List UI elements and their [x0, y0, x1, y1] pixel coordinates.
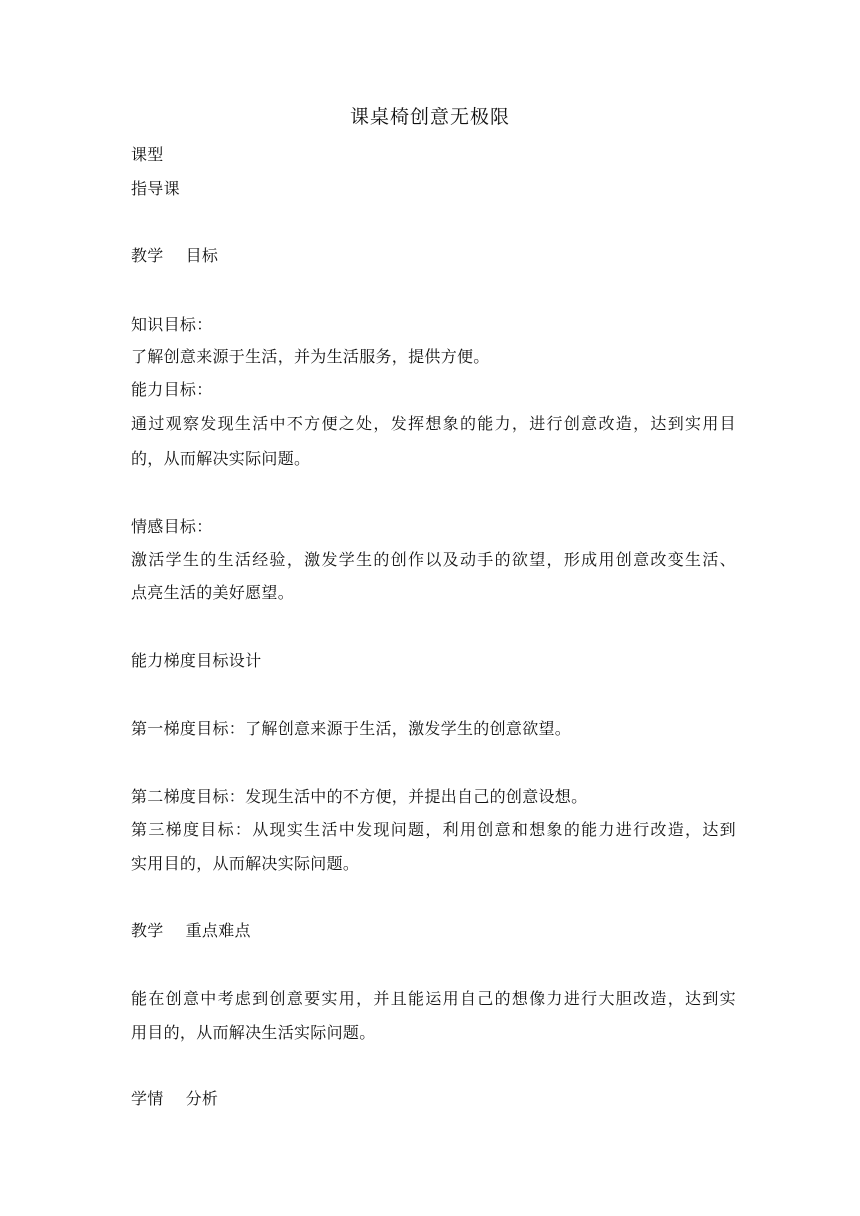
gradient-goal-third-line-2: 实用目的，从而解决实际问题。 [131, 854, 360, 873]
gradient-goals-heading: 能力梯度目标设计 [131, 651, 262, 670]
emotion-goal-label: 情感目标： [131, 517, 213, 536]
document-title: 课桌椅创意无极限 [349, 106, 510, 128]
key-points-text-line-1: 能在创意中考虑到创意要实用，并且能运用自己的想像力进行大胆改造，达到实 [131, 989, 736, 1008]
teaching-goals-heading [131, 244, 736, 268]
key-points-text-line-2: 用目的，从而解决生活实际问题。 [131, 1023, 376, 1042]
teaching-goals-heading-b: 目标 [185, 246, 219, 265]
ability-goal-text-line-2: 的，从而解决实际问题。 [131, 449, 311, 468]
teaching-goals-heading-a: 教学 [131, 246, 164, 265]
knowledge-goal-text: 了解创意来源于生活，并为生活服务，提供方便。 [131, 347, 490, 366]
ability-goal-label: 能力目标： [131, 380, 213, 399]
gradient-goal-first: 第一梯度目标：了解创意来源于生活，激发学生的创意欲望。 [131, 719, 572, 738]
knowledge-goal-label: 知识目标： [131, 315, 213, 334]
course-type-label: 课型 [131, 145, 164, 164]
emotion-goal-text-line-2: 点亮生活的美好愿望。 [131, 583, 295, 602]
gradient-goal-third-line-1: 第三梯度目标：从现实生活中发现问题，利用创意和想象的能力进行改造，达到 [131, 820, 736, 839]
key-points-heading-a: 教学 [131, 921, 164, 940]
emotion-goal-text-line-1: 激活学生的生活经验，激发学生的创作以及动手的欲望，形成用创意改变生活、 [131, 550, 736, 569]
key-points-heading-b: 重点难点 [185, 921, 251, 940]
ability-goal-text-line-1: 通过观察发现生活中不方便之处，发挥想象的能力，进行创意改造，达到实用目 [131, 414, 736, 433]
key-points-heading [131, 919, 736, 943]
course-type-value: 指导课 [131, 179, 180, 198]
student-analysis-heading-b: 分析 [185, 1089, 219, 1108]
student-analysis-heading [131, 1087, 736, 1111]
gradient-goal-second: 第二梯度目标：发现生活中的不方便，并提出自己的创意设想。 [131, 787, 588, 806]
student-analysis-heading-a: 学情 [131, 1089, 164, 1108]
